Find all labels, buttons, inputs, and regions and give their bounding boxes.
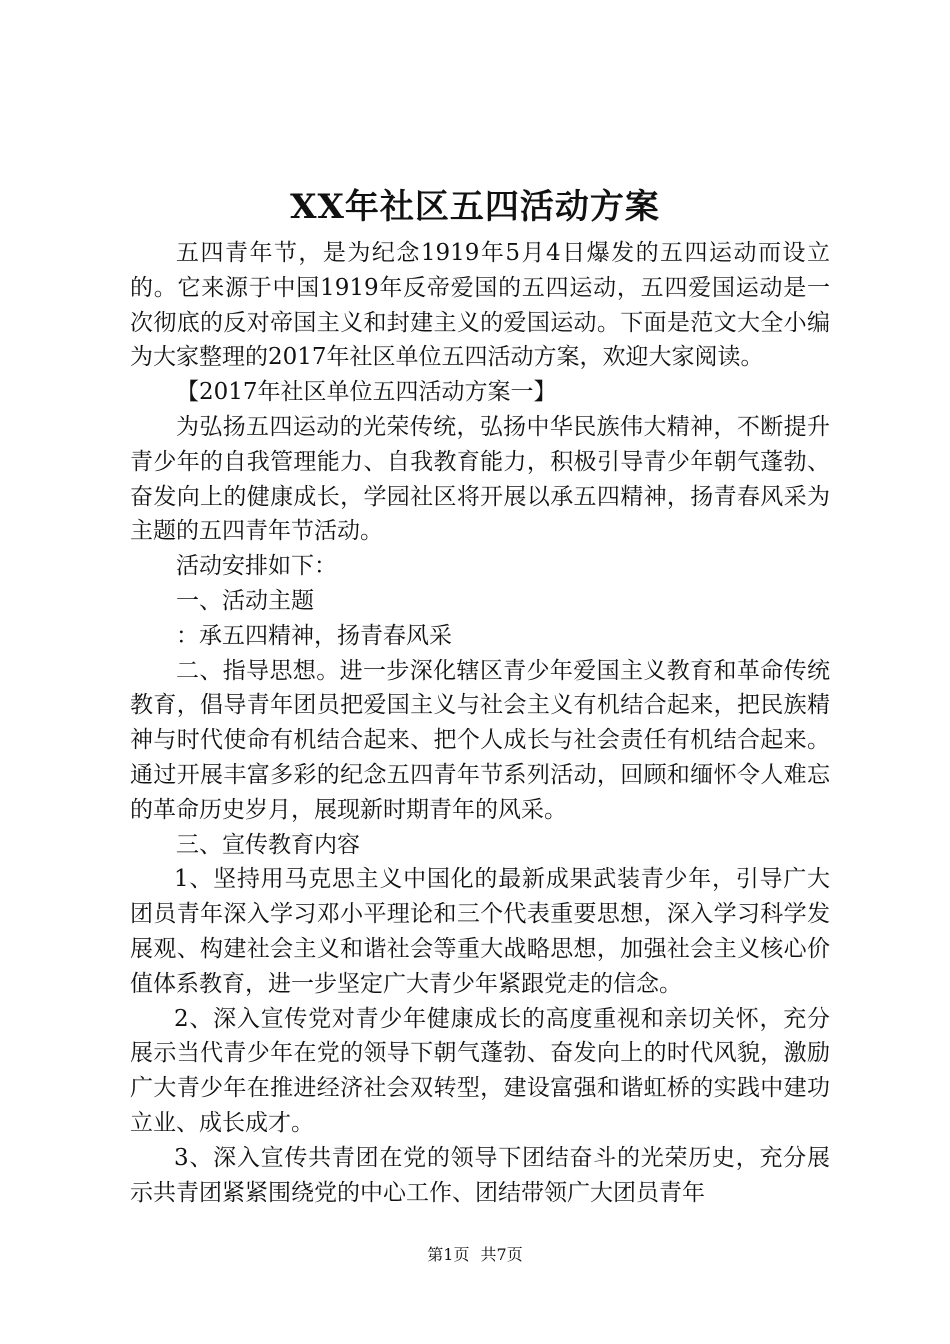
document-title: XX年社区五四活动方案 [290, 187, 660, 227]
theme-heading: 一、活动主题 [176, 587, 314, 614]
section-heading-plan-one: 【2017年社区单位五四活动方案一】 [176, 379, 557, 406]
arrangement-heading: 活动安排如下： [176, 553, 337, 580]
page-footer [0, 1244, 950, 1266]
content-item-1: 1、坚持用马克思主义中国化的最新成果武装青少年，引导广大团员青年深入学习邓小平理论和三个代表重要思想，深入学习科学发展观、构建社会主义和谐社会等重大战略思想，加强社会主义核心价值体系教育，进一步坚定广大青少年紧跟党走的信念。 [130, 866, 830, 997]
guiding-thought-paragraph: 二、指导思想。进一步深化辖区青少年爱国主义教育和革命传统教育，倡导青年团员把爱国主义与社会主义有机结合起来，把民族精神与时代使命有机结合起来、把个人成长与社会责任有机结合起来。通过开展丰富多彩的纪念五四青年节系列活动，回顾和缅怀令人难忘的革命历史岁月，展现新时期青年的风采。 [130, 657, 830, 823]
content-item-2: 2、深入宣传党对青少年健康成长的高度重视和亲切关怀，充分展示当代青少年在党的领导下朝气蓬勃、奋发向上的时代风貌，激励广大青少年在推进经济社会双转型，建设富强和谐虹桥的实践中建功立业、成长成才。 [130, 1005, 830, 1136]
purpose-paragraph: 为弘扬五四运动的光荣传统，弘扬中华民族伟大精神，不断提升青少年的自我管理能力、自我教育能力，积极引导青少年朝气蓬勃、奋发向上的健康成长，学园社区将开展以承五四精神，扬青春风采为主题的五四青年节活动。 [130, 413, 830, 545]
page-total: 共7页 [480, 1245, 523, 1264]
theme-content: ：承五四精神，扬青春风采 [176, 622, 452, 649]
intro-paragraph: 五四青年节，是为纪念1919年5月4日爆发的五四运动而设立的。它来源于中国1919年反帝爱国的五四运动，五四爱国运动是一次彻底的反对帝国主义和封建主义的爱国运动。下面是范文大全小编为大家整理的2017年社区单位五四活动方案，欢迎大家阅读。 [130, 240, 830, 371]
document-body [130, 236, 830, 1210]
content-item-3: 3、深入宣传共青团在党的领导下团结奋斗的光荣历史，充分展示共青团紧紧围绕党的中心工作、团结带领广大团员青年 [130, 1144, 830, 1206]
education-content-heading: 三、宣传教育内容 [176, 831, 360, 858]
page-number: 第1页 [427, 1245, 470, 1264]
